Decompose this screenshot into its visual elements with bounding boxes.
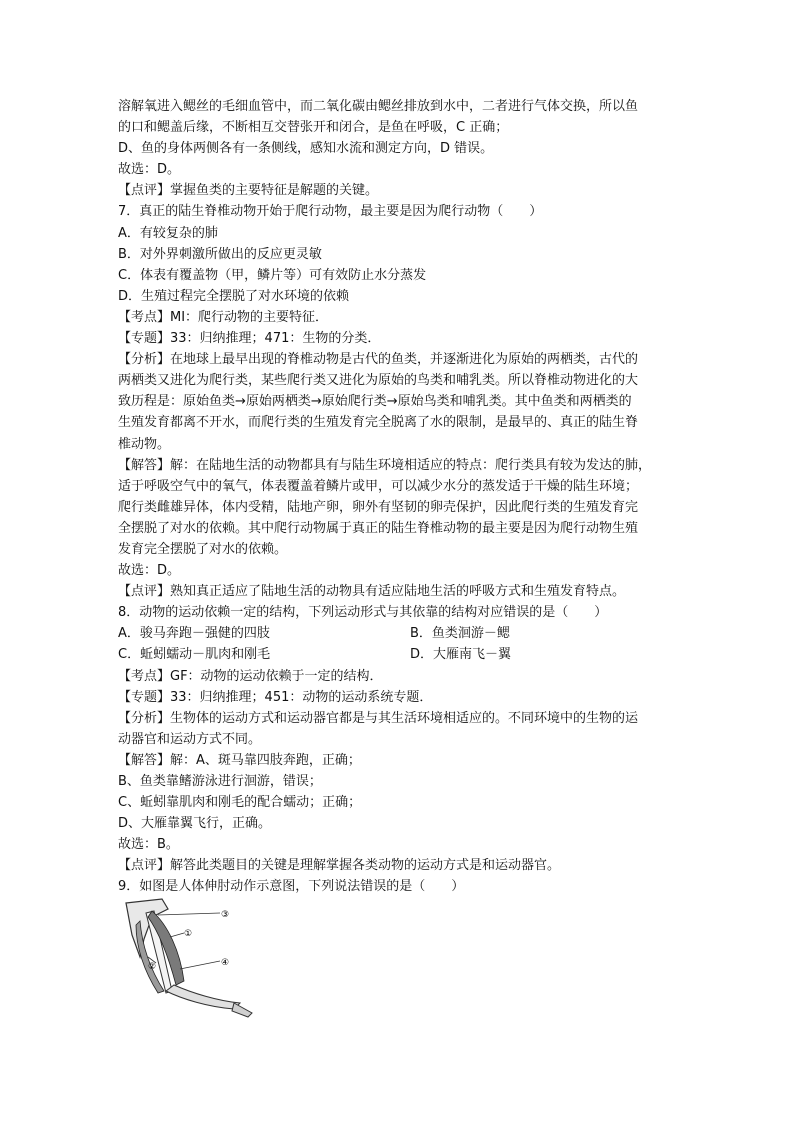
- text-line: 【专题】33：归纳推理；471：生物的分类．: [118, 331, 381, 347]
- text-line: 生殖发育都离不开水，而爬行类的生殖发育完全脱离了水的限制，是最早的、真正的陆生脊: [118, 415, 639, 431]
- text-line: 故选：D。: [118, 162, 181, 178]
- text-line: 故选：D。: [118, 563, 181, 579]
- arm-diagram-icon: [122, 895, 256, 1019]
- text-line: 【考点】MI：爬行动物的主要特征．: [118, 309, 329, 325]
- text-block-1: [118, 96, 678, 623]
- text-line: 溶解氧进入鳃丝的毛细血管中，而二氧化碳由鳃丝排放到水中，二者进行气体交换，所以鱼: [118, 99, 639, 114]
- text-line: 【分析】生物体的运动方式和运动器官都是与其生活环境相适应的。不同环境中的生物的运: [118, 710, 639, 726]
- text-line: 7．真正的陆生脊椎动物开始于爬行动物，最主要是因为爬行动物（ ）: [118, 204, 543, 220]
- text-line: 两栖类又进化为爬行类，某些爬行类又进化为原始的鸟类和哺乳类。所以脊椎动物进化的大: [118, 373, 639, 389]
- text-line: 【解答】解：A、斑马靠四肢奔跑，正确；: [118, 752, 361, 768]
- text-line: 【点评】掌握鱼类的主要特征是解题的关键。: [118, 183, 379, 199]
- option-item: B．鱼类洄游－鳃: [410, 626, 510, 642]
- figure-label-4: ④: [221, 958, 230, 968]
- text-line: 的口和鳃盖后缘，不断相互交替张开和闭合，是鱼在呼吸，C 正确；: [118, 120, 509, 136]
- option-item: A．骏马奔跑－强健的四肢: [118, 626, 270, 642]
- text-line: 全摆脱了对水的依赖。其中爬行动物属于真正的陆生脊椎动物的最主要是因为爬行动物生殖: [118, 520, 639, 536]
- text-line: D、鱼的身体两侧各有一条侧线，感知水流和测定方向，D 错误。: [118, 141, 494, 157]
- text-line: 8．动物的运动依赖一定的结构，下列运动形式与其依靠的结构对应错误的是（ ）: [118, 605, 608, 621]
- text-line: 9．如图是人体伸肘动作示意图，下列说法错误的是（ ）: [118, 879, 465, 895]
- text-line: 【专题】33：归纳推理；451：动物的运动系统专题．: [118, 689, 433, 705]
- text-line: 椎动物。: [118, 436, 171, 452]
- text-line: 动器官和运动方式不同。: [118, 731, 262, 747]
- document-page: [118, 96, 678, 898]
- text-line: 【点评】熟知真正适应了陆地生活的动物具有适应陆地生活的呼吸方式和生殖发育特点。: [118, 584, 626, 600]
- text-line: 【点评】解答此类题目的关键是理解掌握各类动物的运动方式是和运动器官。: [118, 858, 561, 874]
- text-line: A．有较复杂的肺: [118, 225, 218, 241]
- text-line: 发育完全摆脱了对水的依赖。: [118, 541, 288, 557]
- figure-label-3: ③: [221, 910, 230, 920]
- text-line: C．体表有覆盖物（甲，鳞片等）可有效防止水分蒸发: [118, 267, 427, 283]
- text-line: C、蚯蚓靠肌肉和刚毛的配合蠕动；正确；: [118, 795, 362, 811]
- option-item: D．大雁南飞－翼: [410, 647, 512, 663]
- text-line: 【解答】解：在陆地生活的动物都具有与陆生环境相适应的特点：爬行类具有较为发达的肺，: [118, 457, 652, 473]
- option-item: C．蚯蚓蠕动－肌肉和刚毛: [118, 647, 271, 663]
- text-block-2: [118, 666, 678, 898]
- elbow-extension-figure: [122, 895, 256, 1019]
- text-line: D、大雁靠翼飞行，正确。: [118, 816, 272, 832]
- figure-label-1: ①: [184, 929, 193, 939]
- option-row: [118, 623, 678, 644]
- text-line: 致历程是：原始鱼类→原始两栖类→原始爬行类→原始鸟类和哺乳类。其中鱼类和两栖类的: [118, 394, 632, 410]
- text-line: 爬行类雌雄异体，体内受精，陆地产卵，卵外有坚韧的卵壳保护，因此爬行类的生殖发育完: [118, 499, 639, 515]
- question-8-options: [118, 623, 678, 665]
- text-line: 【考点】GF：动物的运动依赖于一定的结构．: [118, 668, 383, 684]
- text-line: B、鱼类靠鳍游泳进行洄游，错误；: [118, 774, 322, 789]
- text-line: 故选：B。: [118, 837, 179, 853]
- figure-label-2: ②: [148, 962, 157, 972]
- text-line: 【分析】在地球上最早出现的脊椎动物是古代的鱼类，并逐渐进化为原始的两栖类，古代的: [118, 352, 639, 368]
- option-row: [118, 644, 678, 665]
- text-line: B．对外界刺激所做出的反应更灵敏: [118, 246, 322, 262]
- text-line: D．生殖过程完全摆脱了对水环境的依赖: [118, 288, 350, 304]
- text-line: 适于呼吸空气中的氧气，体表覆盖着鳞片或甲，可以减少水分的蒸发适于干燥的陆生环境；: [118, 478, 639, 494]
